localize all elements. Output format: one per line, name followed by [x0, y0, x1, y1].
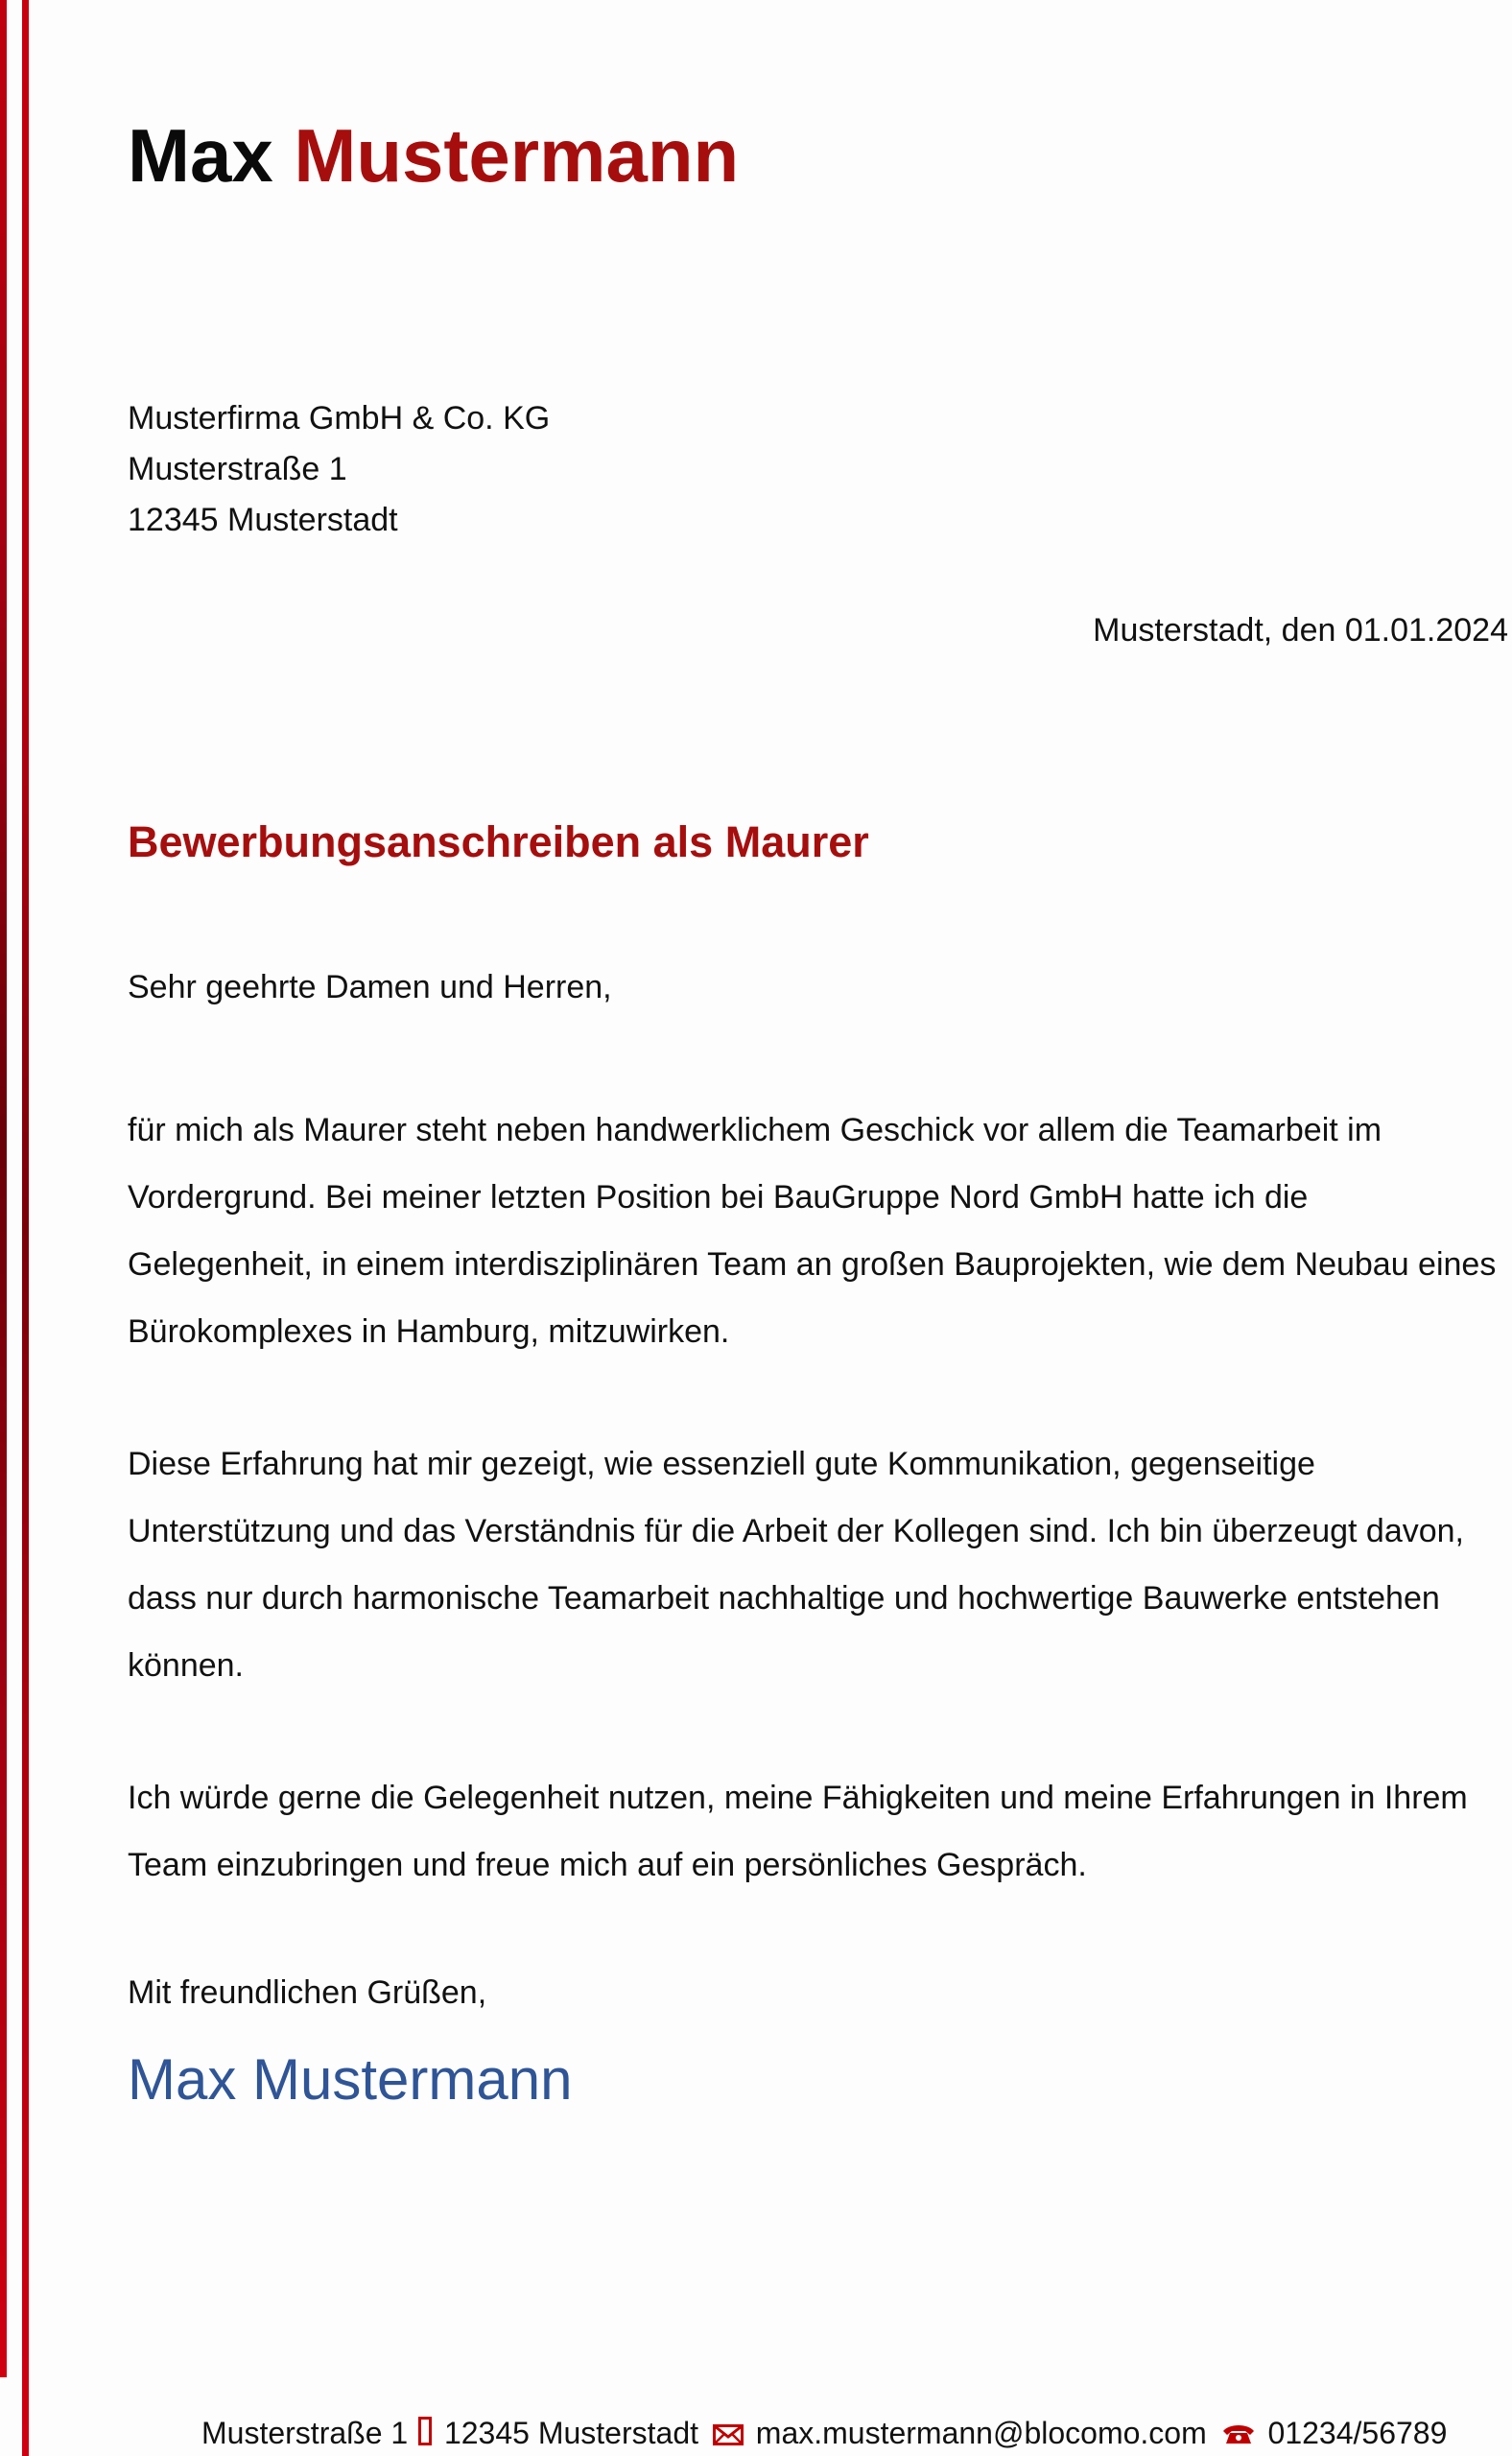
recipient-street: Musterstraße 1	[128, 451, 347, 487]
right-accent-stripe	[22, 0, 29, 2456]
footer-phone[interactable]: 01234/56789	[1267, 2416, 1448, 2450]
recipient-address-block	[128, 393, 550, 546]
place-date-line: Musterstadt, den 01.01.2024	[1093, 612, 1508, 649]
header-last-name: Mustermann	[294, 113, 740, 198]
applicant-name-header	[128, 113, 739, 200]
header-first-name: Max	[128, 113, 273, 198]
body-paragraph-1: für mich als Maurer steht neben handwerklichem Geschick vor allem die Teamarbeit im Vordergrund. Bei meiner letzten Position bei BauGruppe Nord GmbH hatte ich die Gelegenheit, in einem interdisziplinären Team an großen Bauprojekten, wie dem Neubau eines Bürokomplexes in Hamburg, mitzuwirken.	[128, 1112, 1497, 1350]
phone-icon	[1221, 2416, 1256, 2451]
footer-street: Musterstraße 1	[201, 2416, 409, 2450]
address-separator-icon	[418, 2417, 432, 2445]
body-paragraph-3: Ich würde gerne die Gelegenheit nutzen, meine Fähigkeiten und meine Erfahrungen in Ihrem Team einzubringen und freue mich auf ein persönliches Gespräch.	[128, 1780, 1468, 1883]
letter-subject: Bewerbungsanschreiben als Maurer	[128, 817, 869, 866]
body-paragraph-2: Diese Erfahrung hat mir gezeigt, wie essenziell gute Kommunikation, gegenseitige Unterstützung und das Verständnis für die Arbeit der Kollegen sind. Ich bin überzeugt davon, dass nur durch harmonische Teamarbeit nachhaltige und hochwertige Bauwerke entstehen können.	[128, 1446, 1465, 1684]
footer-email[interactable]: max.mustermann@blocomo.com	[755, 2416, 1207, 2450]
closing-phrase: Mit freundlichen Grüßen,	[128, 1974, 487, 2011]
left-accent-stripe	[0, 0, 7, 2377]
signature: Max Mustermann	[128, 2047, 573, 2112]
salutation: Sehr geehrte Damen und Herren,	[128, 969, 612, 1005]
recipient-company: Musterfirma GmbH & Co. KG	[128, 400, 551, 437]
recipient-city: 12345 Musterstadt	[128, 502, 398, 538]
footer-contact-bar	[201, 2416, 1447, 2451]
envelope-icon	[713, 2416, 744, 2451]
footer-city: 12345 Musterstadt	[443, 2416, 698, 2450]
